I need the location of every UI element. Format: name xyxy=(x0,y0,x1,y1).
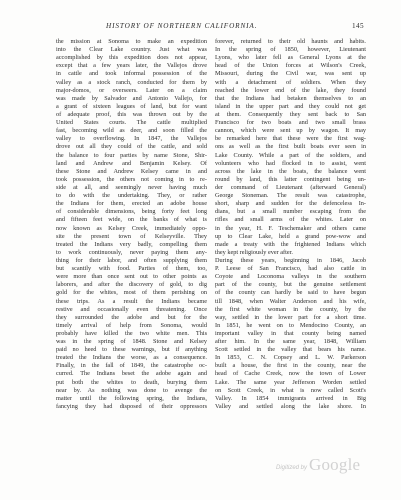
left-column-line: major-domos, or overseers. Later on a claim xyxy=(56,86,207,94)
right-column-line: Lake. The same year Jefferson Worden settled xyxy=(215,378,366,386)
left-column-line: United States courts. The cattle multiplied xyxy=(56,119,207,127)
right-column-line: Valley. In 1854 immigrants arrived in Big xyxy=(215,394,366,402)
left-column-line: in cattle and took informal possession of the xyxy=(56,70,207,78)
left-column-line: these Stone and Andrew Kelsey came in and xyxy=(56,167,207,175)
right-column-line: across the lake in the boats, the balance went xyxy=(215,167,366,175)
left-column-line: to work continuously, never paying them any- xyxy=(56,248,207,256)
right-column-line: In the spring of 1850, however, Lieutenant xyxy=(215,46,366,54)
left-column-line: and fifteen feet wide, on the banks of what is xyxy=(56,216,207,224)
right-column-line: der command of Lieutenant (afterward General) xyxy=(215,183,366,191)
right-column-line: on Scott Creek, in what is now called Scott's xyxy=(215,386,366,394)
left-column-line: site the present town of Kelseyville. They xyxy=(56,232,207,240)
left-column-line: treated the Indians the worse, as a consequence. xyxy=(56,354,207,362)
left-column-line: valley as a stock ranch, conducted for them by xyxy=(56,78,207,86)
right-column-line: volunteers who had flocked in to assist, went xyxy=(215,159,366,167)
left-column-line: put both the whites to death, burying them xyxy=(56,378,207,386)
right-column-line: Valley and settled along the lake shore. In xyxy=(215,402,366,410)
left-text-column xyxy=(56,38,207,411)
right-column-line: George Stoneman. The result was catastrophe, xyxy=(215,192,366,200)
left-column-line: Finally, in the fall of 1849, the catastrophe oc- xyxy=(56,362,207,370)
right-column-line: made a treaty with the frightened Indians which xyxy=(215,240,366,248)
left-column-line: near by. As nothing was done to avenge the xyxy=(56,386,207,394)
left-column-line: drove out all they could of the cattle, and sold xyxy=(56,143,207,151)
left-column-line: except that a few years later, the Vallejos drove xyxy=(56,62,207,70)
right-column-line: of the county can hardly be said to have begun xyxy=(215,289,366,297)
right-column-line: round by land, this latter contingent being un- xyxy=(215,175,366,183)
right-column-line: During these years, beginning in 1846, Jacob xyxy=(215,256,366,264)
left-column-line: was in the spring of 1848. Stone and Kelsey xyxy=(56,338,207,346)
left-column-line: restive and occasionally even threatening. Once xyxy=(56,305,207,313)
right-column-line: P. Leese of San Francisco, had also cattle in xyxy=(215,265,366,273)
left-column-line: but scantily with food. Parties of them, too, xyxy=(56,265,207,273)
right-column-line: head of Cache Creek, now the town of Lower xyxy=(215,370,366,378)
right-column-line: dians, but a small number escaping from the xyxy=(215,208,366,216)
left-column-line: of considerable dimensions, being forty feet long xyxy=(56,208,207,216)
right-column-line: cannon, which were sent up by wagon. It may xyxy=(215,127,366,135)
right-column-line: ons as well as the first built boats ever seen in xyxy=(215,143,366,151)
left-column-line: timely arrival of help from Sonoma, would xyxy=(56,321,207,329)
left-column-line: fast, becoming wild as deer, and soon filled the xyxy=(56,127,207,135)
right-column-line: after him. In the same year, 1848, William xyxy=(215,338,366,346)
right-column-line: be remarked here that these were the first wag- xyxy=(215,135,366,143)
left-column-line: took possession, the others not coming in to re- xyxy=(56,175,207,183)
right-column-line: way, settled in the lower part for a short time. xyxy=(215,313,366,321)
right-column-line: with a detachment of soldiers. When they xyxy=(215,78,366,86)
left-column-line: probably have killed the two white men. This xyxy=(56,329,207,337)
left-column-line: the Indians for them, erected an adobe house xyxy=(56,200,207,208)
left-column-line: was made by Salvador and Antonio Vallejo, for xyxy=(56,94,207,102)
page-number: 145 xyxy=(352,22,364,30)
right-column-line: up to Clear Lake, held a grand pow-wow and xyxy=(215,232,366,240)
right-column-line: reached the lower end of the lake, they found xyxy=(215,86,366,94)
left-column-line: the mission at Sonoma to make an expedition xyxy=(56,38,207,45)
right-column-line: built a house, the first in the county, near the xyxy=(215,362,366,370)
right-column-line: In 1851, he went on to Mendocino County, an xyxy=(215,321,366,329)
running-header xyxy=(56,22,364,34)
right-column-line: part of the county, but the genuine settlement xyxy=(215,281,366,289)
left-column-line: of adequate proof, this was thrown out by the xyxy=(56,110,207,118)
right-text-column xyxy=(215,38,366,411)
right-column-line: Missouri, during the Civil war, was sent up xyxy=(215,70,366,78)
left-column-line: matter until the following spring, the Indians, xyxy=(56,394,207,402)
right-column-line: at them. Consequently they sent back to San xyxy=(215,110,366,118)
right-column-line: forever, returned to their old haunts and habits. xyxy=(215,38,366,45)
left-column-line: were more than once sent out to other points as xyxy=(56,273,207,281)
right-column-line: Lake County. While a part of the soldiers, and xyxy=(215,151,366,159)
left-column-line: into the Clear Lake country. Just what was xyxy=(56,46,207,54)
left-column-line: to do with the undertaking. They, or rather xyxy=(56,192,207,200)
right-column-line: Scott settled in the valley that bears his name. xyxy=(215,346,366,354)
right-column-line: In 1853, C. N. Copsey and L. W. Parkerson xyxy=(215,354,366,362)
right-column-line: island in the upper part and they could not get xyxy=(215,102,366,110)
right-column-line: the first white woman in the county, by the xyxy=(215,305,366,313)
right-column-line: Coyote and Loconoma valleys in the southern xyxy=(215,273,366,281)
right-column-line: that the Indians had betaken themselves to an xyxy=(215,94,366,102)
right-column-line: head of the Union forces at Wilson's Creek, xyxy=(215,62,366,70)
left-column-line: accomplished by this expedition does not appear, xyxy=(56,54,207,62)
right-column-line: important valley in that county being named xyxy=(215,329,366,337)
left-column-line: gold for the whites, most of them perishing on xyxy=(56,289,207,297)
right-column-line: Lyons, who later fell as General Lyons at the xyxy=(215,54,366,62)
left-column-line: side at all, and seemingly never having much xyxy=(56,183,207,191)
right-column-line: they kept religiously ever after. xyxy=(215,248,293,256)
right-column-line: rifles and small arms of the whites. Later on xyxy=(215,216,366,224)
left-column-line: land and Andrew and Benjamin Kelsey. Of xyxy=(56,159,207,167)
left-column-line: now known as Kelsey Creek, immediately oppo- xyxy=(56,224,207,232)
left-column-line: valley to overflowing. In 1847, the Vallejos xyxy=(56,135,207,143)
left-column-line: these trips. As a result the Indians became xyxy=(56,297,207,305)
left-column-line: they surrounded the adobe and but for the xyxy=(56,313,207,321)
digitized-by-google-watermark xyxy=(276,457,394,479)
watermark-prefix: Digitized by xyxy=(276,465,308,471)
left-column-line: a grant of sixteen leagues of land, but for want xyxy=(56,102,207,110)
left-column-line: the balance to four parties by name Stone, Shir- xyxy=(56,151,207,159)
left-column-line: thing for their labor, and often supplying them xyxy=(56,256,207,264)
left-column-line: treated the Indians very badly, compelling them xyxy=(56,240,207,248)
left-column-line: paid no heed to these warnings, but if anything xyxy=(56,346,207,354)
left-column-line: fancying they had disposed of their oppressors xyxy=(56,402,207,410)
right-column-line: in the year, H. F. Teschemaker and others came xyxy=(215,224,366,232)
left-column-line: curred. The Indians beset the adobe again and xyxy=(56,370,207,378)
right-column-line: till 1848, when Walter Anderson and his wife, xyxy=(215,297,366,305)
google-logo: Google xyxy=(309,455,361,474)
right-column-line: Francisco for two boats and two small brass xyxy=(215,119,366,127)
left-column-line: laborers, and after the discovery of gold, to dig xyxy=(56,281,207,289)
right-column-line: short, sharp and sudden for the defenceless In- xyxy=(215,200,366,208)
running-title: HISTORY OF NORTHERN CALIFORNIA. xyxy=(106,22,258,30)
